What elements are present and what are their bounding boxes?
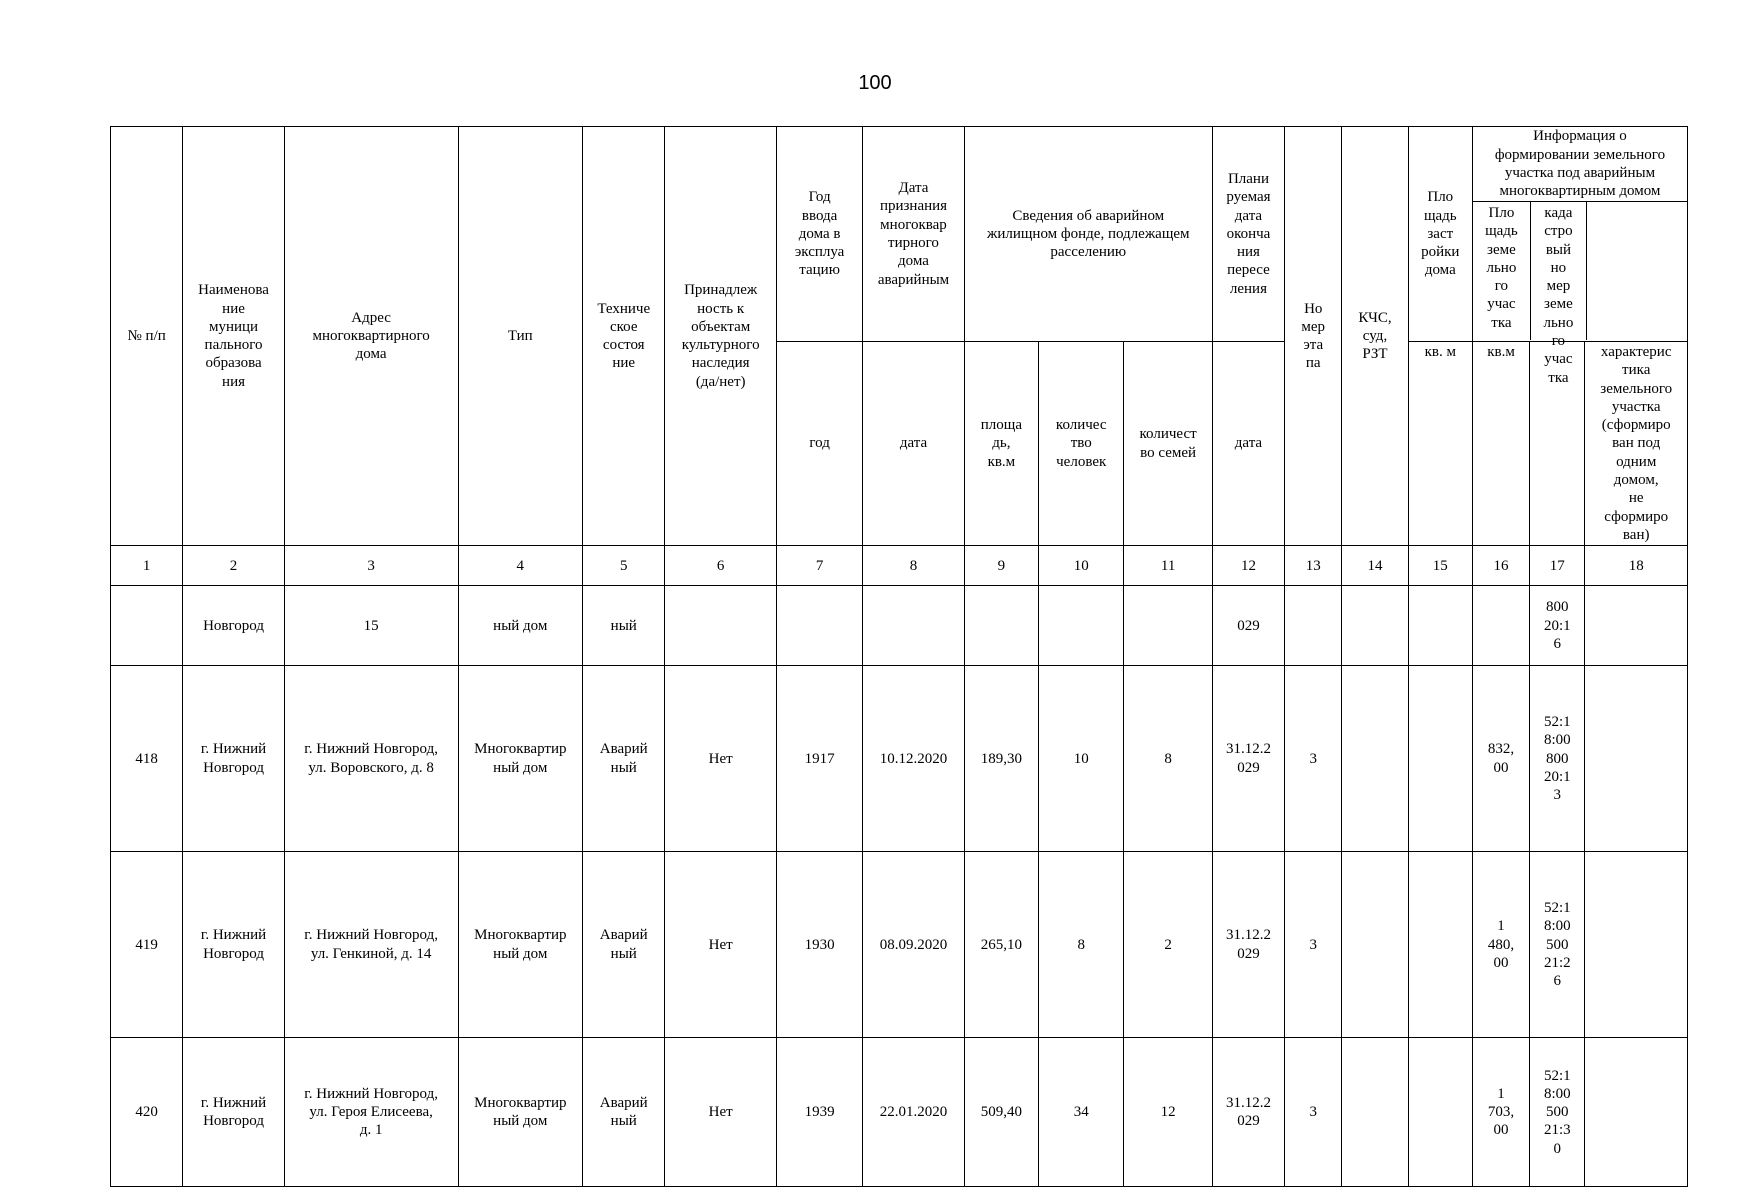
header-heritage: Принадлеж ность к объектам культурного наследия (да/нет) — [665, 127, 776, 546]
cell-land-area: 1 480, 00 — [1472, 852, 1529, 1038]
subheader-land-unit: кв.м — [1472, 342, 1529, 546]
colnum: 13 — [1285, 546, 1342, 586]
table-row — [111, 852, 1688, 1038]
cell-resettle: 31.12.2 029 — [1212, 1038, 1284, 1187]
colnum: 5 — [583, 546, 665, 586]
cell-cadastre: 52:1 8:00 500 21:2 6 — [1530, 852, 1585, 1038]
colnum: 18 — [1585, 546, 1688, 586]
cell-year: 1930 — [776, 852, 862, 1038]
cell-families: 12 — [1124, 1038, 1212, 1187]
cell-municipality: г. Нижний Новгород — [183, 666, 284, 852]
cell-people — [1039, 586, 1124, 666]
cell-stage: 3 — [1285, 852, 1342, 1038]
colnum: 10 — [1039, 546, 1124, 586]
cell-address: г. Нижний Новгород, ул. Генкиной, д. 14 — [284, 852, 458, 1038]
colnum: 6 — [665, 546, 776, 586]
cell-land-char — [1585, 586, 1688, 666]
header-commission-year: Год ввода дома в эксплуа тацию — [776, 127, 862, 342]
colnum: 17 — [1530, 546, 1585, 586]
cell-resettle: 029 — [1212, 586, 1284, 666]
cell-land-area: 1 703, 00 — [1472, 1038, 1529, 1187]
header-num: № п/п — [111, 127, 183, 546]
colnum: 4 — [458, 546, 583, 586]
table-row — [111, 1038, 1688, 1187]
cell-municipality: Новгород — [183, 586, 284, 666]
colnum: 7 — [776, 546, 862, 586]
header-row — [111, 127, 1688, 342]
colnum: 1 — [111, 546, 183, 586]
cell-municipality: г. Нижний Новгород — [183, 1038, 284, 1187]
subheader-build-unit: кв. м — [1408, 342, 1472, 546]
cell-year: 1917 — [776, 666, 862, 852]
cell-heritage: Нет — [665, 666, 776, 852]
header-land-characteristic: характерис тика земельного участка (сформиро ван под одним домом, не сформиро ван) — [1585, 342, 1688, 546]
cell-kchs — [1342, 666, 1408, 852]
header-building-area: Пло щадь заст ройки дома — [1408, 127, 1472, 342]
cell-land-char — [1585, 852, 1688, 1038]
cell-families: 2 — [1124, 852, 1212, 1038]
cell-heritage — [665, 586, 776, 666]
cell-date — [863, 586, 964, 666]
colnum: 2 — [183, 546, 284, 586]
subheader-year: год — [776, 342, 862, 546]
table-row — [111, 666, 1688, 852]
subheader-area: площа дь, кв.м — [964, 342, 1038, 546]
subheader-people: количес тво человек — [1039, 342, 1124, 546]
cell-year — [776, 586, 862, 666]
cell-stage: 3 — [1285, 666, 1342, 852]
cell-build-area — [1408, 586, 1472, 666]
cell-type: Многоквартир ный дом — [458, 1038, 583, 1187]
cell-date: 10.12.2020 — [863, 666, 964, 852]
header-municipality: Наименова ние муници пального образова ния — [183, 127, 284, 546]
header-tech-state: Техниче ское состоя ние — [583, 127, 665, 546]
cell-heritage: Нет — [665, 852, 776, 1038]
cell-cadastre: 52:1 8:00 800 20:1 3 — [1530, 666, 1585, 852]
table-row — [111, 586, 1688, 666]
cell-kchs — [1342, 1038, 1408, 1187]
cell-resettle: 31.12.2 029 — [1212, 666, 1284, 852]
cell-land-area: 832, 00 — [1472, 666, 1529, 852]
header-emergency-fund: Сведения об аварийном жилищном фонде, подлежащем расселению — [964, 127, 1212, 342]
colnum: 3 — [284, 546, 458, 586]
cell-build-area — [1408, 1038, 1472, 1187]
colnum: 14 — [1342, 546, 1408, 586]
colnum: 11 — [1124, 546, 1212, 586]
cell-land-char — [1585, 666, 1688, 852]
cell-num — [111, 586, 183, 666]
cell-year: 1939 — [776, 1038, 862, 1187]
cell-cadastre: 52:1 8:00 500 21:3 0 — [1530, 1038, 1585, 1187]
colnum: 16 — [1472, 546, 1529, 586]
cell-address: г. Нижний Новгород, ул. Воровского, д. 8 — [284, 666, 458, 852]
cell-build-area — [1408, 666, 1472, 852]
cell-people: 8 — [1039, 852, 1124, 1038]
cell-area: 509,40 — [964, 1038, 1038, 1187]
cell-kchs — [1342, 852, 1408, 1038]
cell-families: 8 — [1124, 666, 1212, 852]
cell-land-area — [1472, 586, 1529, 666]
cell-people: 10 — [1039, 666, 1124, 852]
cell-resettle: 31.12.2 029 — [1212, 852, 1284, 1038]
cell-num: 420 — [111, 1038, 183, 1187]
cell-type: Многоквартир ный дом — [458, 852, 583, 1038]
header-land-char-spacer — [1587, 202, 1687, 340]
cell-type: ный дом — [458, 586, 583, 666]
header-address: Адрес многоквартирного дома — [284, 127, 458, 546]
cell-cadastre: 800 20:1 6 — [1530, 586, 1585, 666]
page-number: 100 — [858, 72, 892, 94]
header-land-info-title: Информация о формировании земельного участка под аварийным многоквартирным домом — [1473, 127, 1687, 202]
cell-heritage: Нет — [665, 1038, 776, 1187]
cell-state: Аварий ный — [583, 666, 665, 852]
header-resettlement-date: Плани руемая дата оконча ния пересе ления — [1212, 127, 1284, 342]
header-cadastre: када стро вый но мер земе льно го учас тка — [1531, 202, 1587, 340]
emergency-housing-table — [110, 126, 1688, 1187]
cell-num: 419 — [111, 852, 183, 1038]
colnum: 8 — [863, 546, 964, 586]
header-land-area: Пло щадь земе льно го учас тка — [1473, 202, 1531, 340]
cell-address: г. Нижний Новгород, ул. Героя Елисеева, д. 1 — [284, 1038, 458, 1187]
cell-state: ный — [583, 586, 665, 666]
column-number-row — [111, 546, 1688, 586]
cell-area — [964, 586, 1038, 666]
colnum: 9 — [964, 546, 1038, 586]
subheader-resettle-date: дата — [1212, 342, 1284, 546]
colnum: 12 — [1212, 546, 1284, 586]
cell-families — [1124, 586, 1212, 666]
cell-people: 34 — [1039, 1038, 1124, 1187]
colnum: 15 — [1408, 546, 1472, 586]
cell-area: 189,30 — [964, 666, 1038, 852]
cell-date: 08.09.2020 — [863, 852, 964, 1038]
cell-municipality: г. Нижний Новгород — [183, 852, 284, 1038]
cell-stage — [1285, 586, 1342, 666]
cell-address: 15 — [284, 586, 458, 666]
header-recognition-date: Дата признания многоквар тирного дома аварийным — [863, 127, 964, 342]
cell-area: 265,10 — [964, 852, 1038, 1038]
cell-land-char — [1585, 1038, 1688, 1187]
cell-num: 418 — [111, 666, 183, 852]
cell-stage: 3 — [1285, 1038, 1342, 1187]
header-stage: Но мер эта па — [1285, 127, 1342, 546]
cell-build-area — [1408, 852, 1472, 1038]
subheader-families: количест во семей — [1124, 342, 1212, 546]
header-kchs: КЧС, суд, РЗТ — [1342, 127, 1408, 546]
cell-state: Аварий ный — [583, 1038, 665, 1187]
cell-kchs — [1342, 586, 1408, 666]
cell-type: Многоквартир ный дом — [458, 666, 583, 852]
cell-state: Аварий ный — [583, 852, 665, 1038]
cell-date: 22.01.2020 — [863, 1038, 964, 1187]
header-type: Тип — [458, 127, 583, 546]
subheader-date: дата — [863, 342, 964, 546]
